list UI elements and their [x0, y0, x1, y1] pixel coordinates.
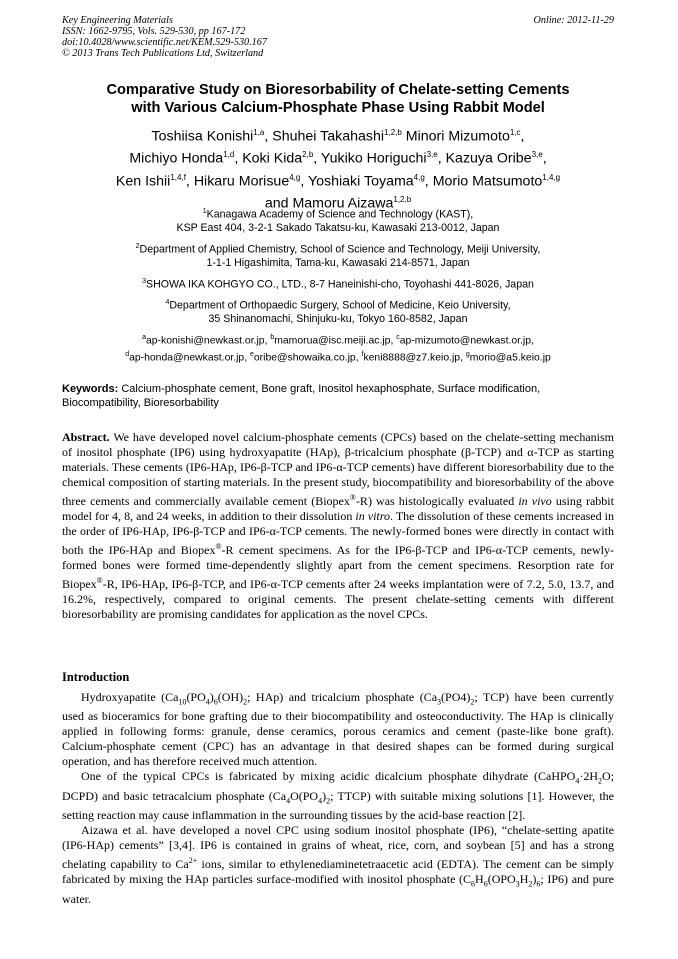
- email-key: c: [396, 334, 400, 342]
- email-key: d: [125, 351, 130, 359]
- email-address: ap-mizumoto@newkast.or.jp: [399, 335, 531, 347]
- journal-name: Key Engineering Materials: [62, 15, 173, 26]
- affiliation-line: Department of Orthopaedic Surgery, School of Medicine, Keio University,: [169, 299, 511, 312]
- email-line-2: $^d$ap-honda@newkast.or.jp, $^e$oribe@showaika.co.jp, $^f$keni8888@z7.keio.jp, $^g$morio@a5.keio.jp: [125, 351, 551, 364]
- author-name: Michiyo Honda: [129, 151, 224, 168]
- author-separator: ,: [313, 151, 321, 168]
- author-affiliation-marker: 1,a: [253, 128, 265, 137]
- author-separator: ,: [300, 173, 308, 190]
- email-address: ap-honda@newkast.or.jp: [129, 352, 245, 364]
- journal-header: [62, 16, 614, 60]
- subscript: 3: [437, 697, 442, 707]
- email-key: g: [465, 351, 470, 359]
- abstract-text: -R) was histologically evaluated: [355, 494, 519, 508]
- affiliation-line: 35 Shinanomachi, Shinjuku-ku, Tokyo 160-8582, Japan: [208, 313, 468, 326]
- subscript: 2: [243, 697, 248, 707]
- subscript: 6: [471, 879, 476, 889]
- copyright-line: © 2013 Trans Tech Publications Ltd, Switzerland: [62, 47, 264, 59]
- email-address: oribe@showaika.co.jp: [253, 352, 356, 364]
- text-run: Hydroxyapatite (Ca: [81, 690, 179, 704]
- text-run: H: [519, 872, 529, 887]
- subscript: 2: [470, 697, 475, 707]
- affiliation-line: 1-1-1 Higashimita, Tama-ku, Kawasaki 214-8571, Japan: [206, 256, 470, 269]
- title-line-2: with Various Calcium-Phosphate Phase Using Rabbit Model: [131, 100, 545, 116]
- text-run: (OPO: [487, 872, 516, 887]
- email-address: ap-konishi@newkast.or.jp: [146, 335, 265, 347]
- author-name: Morio Matsumoto: [432, 173, 543, 190]
- abstract-section: [62, 430, 614, 622]
- author-separator: ,: [264, 128, 273, 145]
- text-run: (OH): [217, 690, 244, 704]
- author-name: Toshiisa Konishi: [151, 128, 254, 145]
- email-key: a: [142, 334, 146, 342]
- abstract-text: . The dissolution of these cements increased in the order of IP6-HAp, IP6-β-TCP and IP6-α-TCP cements. The newly-formed bones were directly in contact with both the IP6-HAp and Biopex: [62, 509, 614, 557]
- author-affiliation-marker: 1,2,b: [393, 194, 412, 204]
- text-run: O; DCPD) and basic tetracalcium phosphate (Ca: [62, 769, 614, 803]
- paper-title: [62, 81, 614, 117]
- author-separator: ,: [234, 151, 243, 168]
- affiliation-line: Kanagawa Academy of Science and Technology (KAST),: [206, 208, 474, 221]
- superscript: 2+: [188, 856, 198, 866]
- affiliation-line: KSP East 404, 3-2-1 Sakado Takatsu-ku, Kawasaki 213-0012, Japan: [176, 221, 500, 234]
- author-affiliation-marker: 4,g: [413, 172, 425, 182]
- introduction-heading: Introduction: [62, 670, 130, 684]
- subscript: 3: [515, 879, 520, 889]
- text-run: ·2H: [579, 769, 598, 784]
- author-name: Kazuya Oribe: [445, 151, 532, 168]
- author-affiliation-marker: 2,b: [302, 150, 314, 160]
- abstract-label: Abstract.: [62, 430, 110, 444]
- abstract-italic: in vitro: [355, 509, 390, 523]
- affiliation-number: 2: [135, 242, 140, 250]
- affiliation-item: [62, 240, 614, 270]
- author-affiliation-marker: 1,2,b: [384, 128, 402, 137]
- text-run: ; TTCP) with suitable mixing solutions [1]. However, the setting reaction may cause inflammation in the surrounding tissues by the acid-base reaction [2].: [62, 788, 614, 823]
- text-run: (PO: [186, 690, 206, 704]
- author-name: Koki Kida: [242, 151, 303, 168]
- text-run: ; HAp) and tricalcium phosphate (Ca: [247, 690, 438, 704]
- email-key: f: [361, 351, 364, 359]
- author-line-3: [62, 169, 614, 191]
- text-run: H: [475, 872, 484, 887]
- author-separator: ,: [437, 151, 446, 168]
- subscript: 2: [598, 776, 602, 786]
- author-separator: ,: [185, 173, 194, 190]
- affiliation-number: 4: [165, 299, 170, 307]
- email-line-1: $^a$ap-konishi@newkast.or.jp, $^b$mamorua@isc.meiji.ac.jp, $^c$ap-mizumoto@newkast.or.jp,: [142, 334, 534, 347]
- introduction-body: [62, 690, 614, 907]
- author-name: Yoshiaki Toyama: [307, 173, 414, 190]
- author-separator: ,: [542, 151, 547, 168]
- doi-line: doi:10.4028/www.scientific.net/KEM.529-530.167: [62, 36, 267, 48]
- text-run: ; TCP) have been currently used as bioceramics for bone grafting due to their biocompatibility and osteoconductivity. The HAp is clinically applied in following forms: granule, dense ceramics, porous ceramics and cement (paste-like bone graft). Calcium-phosphate cement (CPC) has an advantage in that desired shapes can be formed during surgical operation, and has therefore received much attention.: [62, 690, 614, 769]
- author-separator: ,: [424, 173, 433, 190]
- issn-line: ISSN: 1662-9795, Vols. 529-530, pp 167-172: [62, 25, 246, 37]
- abstract-text: -R cement specimens. As for the IP6-β-TCP and IP6-α-TCP cements, newly-formed bones were formed time-dependently slightly apart from the cement specimens. Resorption rate for Biopex: [62, 543, 615, 591]
- subscript: 4: [575, 776, 580, 786]
- affiliation-item: [62, 205, 614, 235]
- email-address: keni8888@z7.keio.jp: [363, 352, 461, 364]
- subscript: 2: [326, 796, 331, 806]
- author-affiliation-marker: 3,e: [531, 150, 543, 160]
- registered-mark: ®: [96, 576, 103, 585]
- subscript: 6: [213, 697, 218, 707]
- text-run: (PO4): [441, 690, 471, 704]
- paragraph: [62, 769, 614, 823]
- abstract-text: We have developed novel calcium-phosphate cements (CPCs) based on the chelate-setting mechanism of inositol phosphate (IP6) using hydroxyapatite (HAp), β-tricalcium phosphate (β-TCP) and α-TCP as starting materials. These cements (IP6-HAp, IP6-β-TCP and IP6-α-TCP cements) have different bioresorbability due to the chemical composition of starting materials. In the present study, biocompatibility and bioresorbability of the above three cements and commercially available cement (Biopex: [62, 430, 614, 508]
- subscript: 2: [528, 879, 533, 889]
- author-name: Ken Ishii: [115, 173, 171, 190]
- author-affiliation-marker: 3,e: [426, 150, 438, 160]
- registered-mark: ®: [349, 493, 356, 502]
- email-address: morio@a5.keio.jp: [469, 352, 551, 364]
- abstract-text: -R, IP6-HAp, IP6-β-TCP, and IP6-α-TCP cements after 24 weeks implantation were of 7.2, 5.0, 13.7, and 16.2%, respectively, compared to original cements. The present chelate-setting cements with different bioresorbability are promising candidates for application as the novel CPCs.: [62, 577, 614, 621]
- author-list: [62, 124, 614, 213]
- author-name: Minori Mizumoto: [405, 128, 510, 145]
- paragraph: [62, 690, 614, 769]
- affiliation-number: 1: [202, 208, 207, 215]
- affiliation-line: Department of Applied Chemistry, School of Science and Technology, Meiji University,: [139, 243, 541, 256]
- author-affiliation-marker: 4,g: [289, 172, 301, 182]
- email-key: e: [250, 351, 254, 359]
- author-affiliation-marker: 1,d: [223, 150, 235, 160]
- online-date: Online: 2012-11-29: [533, 15, 614, 26]
- subscript: 6: [483, 879, 488, 889]
- text-run: ): [209, 690, 214, 704]
- affiliation-list: [62, 205, 614, 365]
- keywords-text: Calcium-phosphate cement, Bone graft, Inositol hexaphosphate, Surface modification, Biocompatibility, Bioresorbability: [62, 383, 541, 409]
- author-separator: ,: [520, 128, 525, 145]
- text-run: O(PO: [290, 788, 319, 803]
- author-line-1: [62, 124, 614, 146]
- author-line-2: [62, 146, 614, 168]
- text-run: Aizawa et al. have developed a novel CPC using sodium inositol phosphate (IP6), “chelate-setting apatite (IP6-HAp) cements” [3,4]. IP6 is contained in grains of wheat, rice, corn, and soybean [5] and has a strong chelating capability to Ca: [62, 823, 614, 872]
- text-run: ): [322, 788, 327, 803]
- affiliation-number: 3: [142, 277, 147, 285]
- text-run: ): [532, 872, 537, 887]
- author-affiliation-marker: 1,4,g: [542, 172, 561, 182]
- subscript: 4: [318, 796, 323, 806]
- paragraph: [62, 823, 614, 906]
- author-name: Yukiko Horiguchi: [320, 151, 427, 168]
- affiliation-item: [62, 296, 614, 326]
- registered-mark: ®: [215, 542, 222, 551]
- abstract-text: using rabbit model for 4, 8, and 24 weeks, in addition to their dissolution: [62, 494, 614, 523]
- text-run: ; IP6) and pure water.: [62, 872, 614, 906]
- author-name: Shuhei Takahashi: [272, 128, 385, 145]
- keywords-label: Keywords:: [62, 383, 119, 395]
- subscript: 10: [178, 697, 187, 707]
- author-name: Hikaru Morisue: [193, 173, 290, 190]
- email-address: mamorua@isc.meiji.ac.jp: [274, 335, 391, 347]
- author-name: and Mamoru Aizawa: [264, 195, 394, 212]
- text-run: ions, similar to ethylenediaminetetraacetic acid (EDTA). The cement can be simply fabricated by mixing the HAp particles surface-modified with inositol phosphate (C: [62, 857, 614, 887]
- email-key: b: [270, 334, 275, 342]
- email-list: [62, 331, 614, 365]
- author-affiliation-marker: 1,4,f: [170, 172, 186, 182]
- abstract-italic: in vivo: [518, 494, 552, 508]
- subscript: 6: [536, 879, 541, 889]
- author-affiliation-marker: 1,c: [509, 128, 521, 137]
- affiliation-line: SHOWA IKA KOHGYO CO., LTD., 8-7 Haneinishi-cho, Toyohashi 441-8026, Japan: [146, 278, 534, 291]
- affiliation-item: [62, 275, 614, 292]
- text-run: One of the typical CPCs is fabricated by mixing acidic dicalcium phosphate dihydrate (CaHPO: [81, 769, 576, 784]
- title-line-1: Comparative Study on Bioresorbability of Chelate-setting Cements: [106, 82, 570, 98]
- subscript: 4: [286, 796, 291, 806]
- keywords-section: [62, 382, 614, 410]
- subscript: 4: [205, 697, 210, 707]
